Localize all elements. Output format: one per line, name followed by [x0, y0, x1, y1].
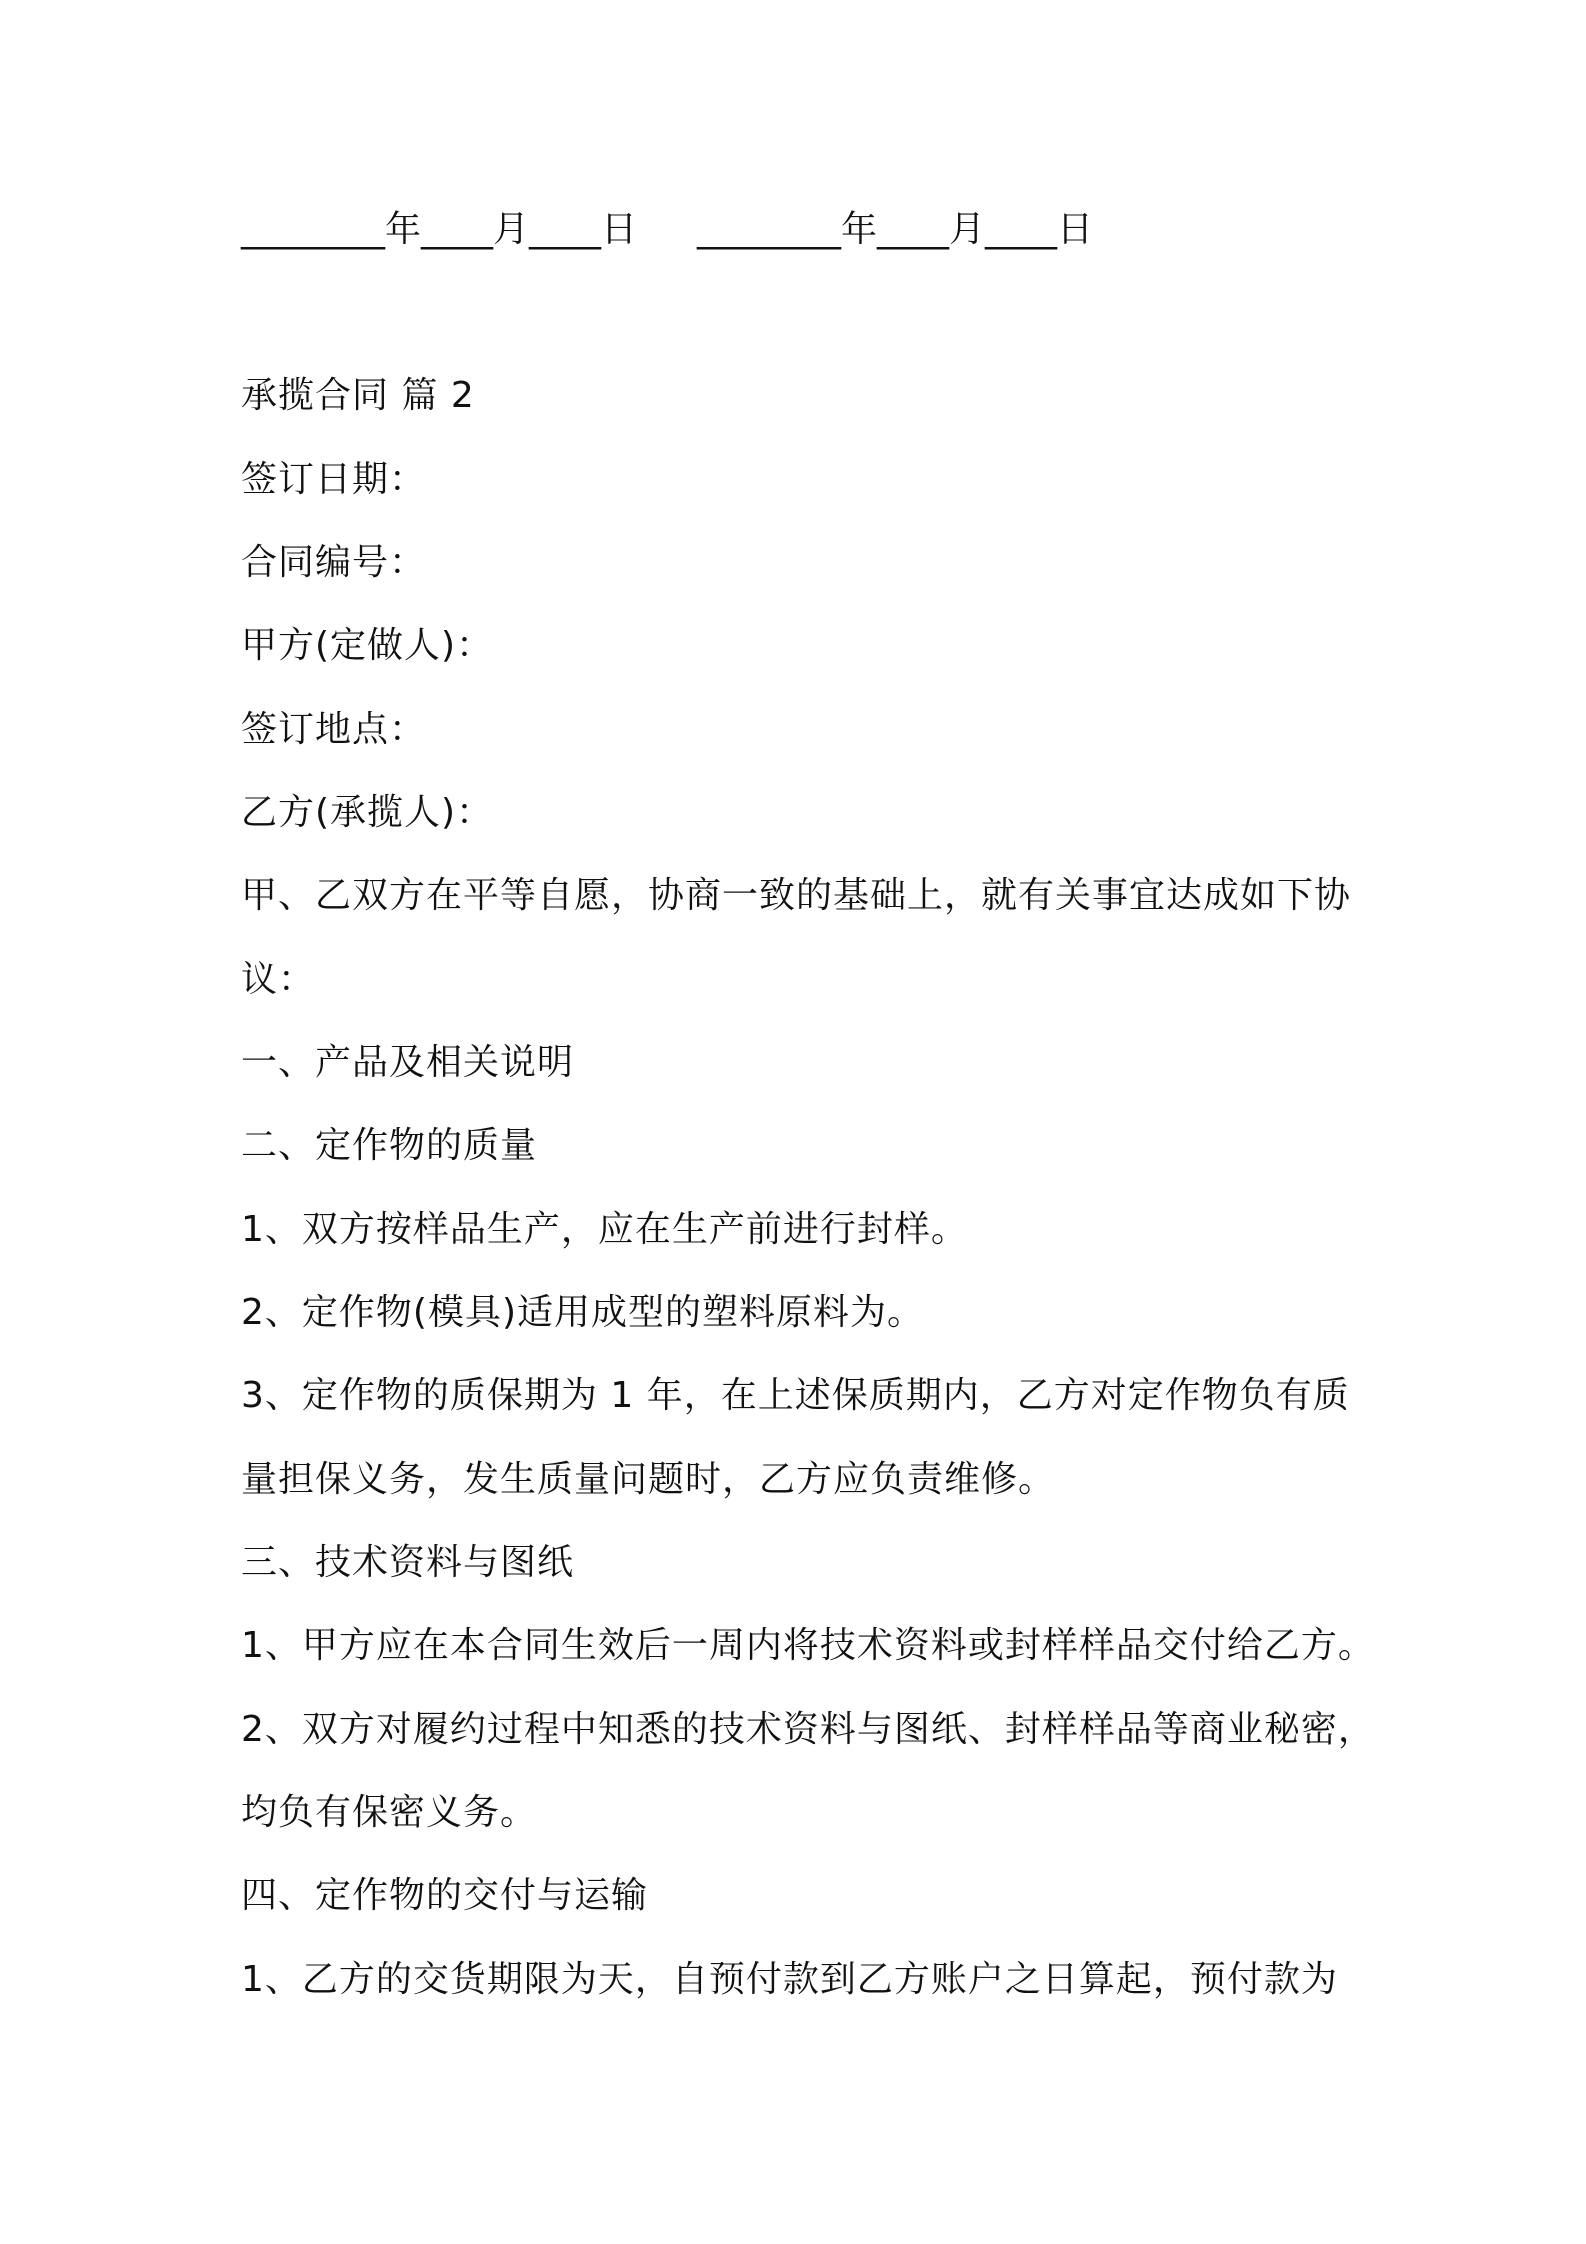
signing-place-label: 签订地点：	[241, 709, 427, 750]
clause-2-2: 2、定作物(模具)适用成型的塑料原料为。	[241, 1292, 924, 1333]
clause-2-3-line-1: 3、定作物的质保期为 1 年，在上述保质期内，乙方对定作物负有质	[241, 1375, 1350, 1416]
signature-date-row	[241, 204, 1093, 256]
section-4-heading: 四、定作物的交付与运输	[241, 1875, 649, 1916]
party-a-date-blank: ________年____月____日	[241, 209, 637, 250]
section-3-heading: 三、技术资料与图纸	[241, 1542, 575, 1583]
clause-3-2-line-2: 均负有保密义务。	[241, 1792, 538, 1833]
contract-section-title: 承揽合同 篇 2	[241, 375, 475, 416]
party-a-label: 甲方(定做人)：	[241, 625, 494, 666]
clause-2-1: 1、双方按样品生产，应在生产前进行封样。	[241, 1209, 968, 1250]
clause-2-3-line-2: 量担保义务，发生质量问题时，乙方应负责维修。	[241, 1459, 1056, 1500]
party-b-date-blank: ________年____月____日	[697, 209, 1093, 250]
preamble-line-1: 甲、乙双方在平等自愿，协商一致的基础上，就有关事宜达成如下协	[241, 875, 1352, 916]
section-2-heading: 二、定作物的质量	[241, 1125, 538, 1166]
clause-4-1: 1、乙方的交货期限为天，自预付款到乙方账户之日算起，预付款为	[241, 1959, 1338, 2000]
party-b-label: 乙方(承揽人)：	[241, 792, 494, 833]
clause-3-2-line-1: 2、双方对履约过程中知悉的技术资料与图纸、封样样品等商业秘密，	[241, 1709, 1375, 1750]
signing-date-label: 签订日期：	[241, 459, 427, 500]
contract-number-label: 合同编号：	[241, 542, 427, 583]
section-1-heading: 一、产品及相关说明	[241, 1042, 575, 1083]
preamble-line-2: 议：	[241, 959, 316, 1000]
clause-3-1: 1、甲方应在本合同生效后一周内将技术资料或封样样品交付给乙方。	[241, 1625, 1375, 1666]
